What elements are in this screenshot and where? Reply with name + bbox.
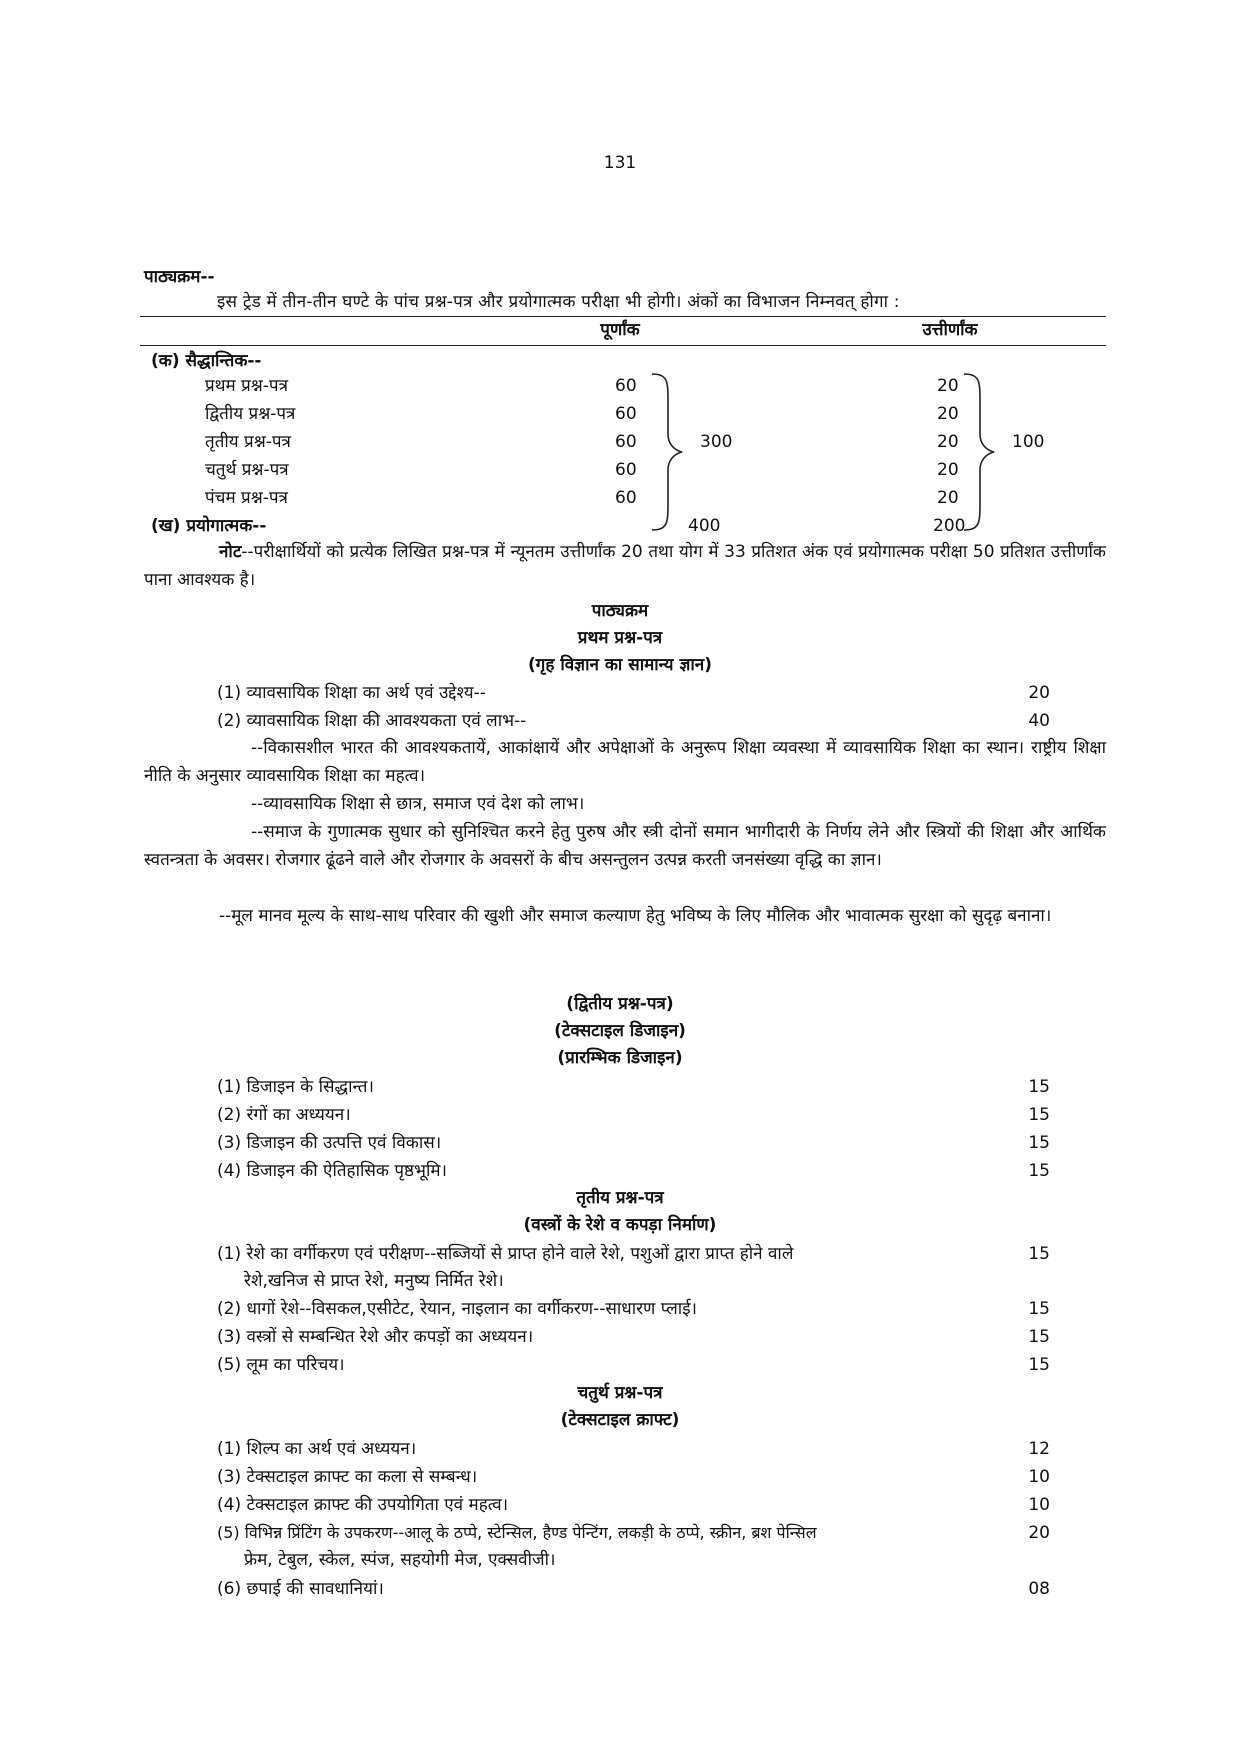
paper4-subtitle: (टेक्सटाइल क्राफ्ट) <box>560 1410 680 1430</box>
paper2-subtitle-2: (प्रारम्भिक डिजाइन) <box>557 1048 683 1068</box>
table-rule-top <box>140 316 1106 317</box>
syllabus-item-marks: 20 <box>1028 1523 1050 1543</box>
col-header-full-marks: पूर्णांक <box>600 320 640 340</box>
paper2-subtitle: (टेक्सटाइल डिजाइन) <box>554 1021 686 1041</box>
syllabus-item-marks: 15 <box>1028 1244 1050 1264</box>
paper1-paragraph: --समाज के गुणात्मक सुधार को सुनिश्चित करने हेतु पुरुष और स्त्री दोनों समान भागीदारी के निर्णय लेने और स्त्रियों की शिक्षा और आर्थिक स्वतन्त्रता के अवसर। रोजगार ढूंढने वाले और रोजगार के अवसरों के बीच असन्तुलन उत्पन्न करती जनसंख्या वृद्धि का ज्ञान। <box>144 822 1106 870</box>
paper-row-name: पंचम प्रश्न-पत्र <box>205 488 288 508</box>
paper4-title: चतुर्थ प्रश्न-पत्र <box>577 1383 663 1403</box>
paper-row-pass: 20 <box>937 460 959 480</box>
paper-row-pass: 20 <box>937 432 959 452</box>
page-number: 131 <box>603 153 637 173</box>
syllabus-item-marks: 15 <box>1028 1077 1050 1097</box>
paper2-title: (द्वितीय प्रश्न-पत्र) <box>566 994 674 1014</box>
syllabus-item: (1) डिजाइन के सिद्धान्त। <box>217 1077 374 1097</box>
syllabus-item-marks: 15 <box>1028 1133 1050 1153</box>
paper-row-pass: 20 <box>937 488 959 508</box>
syllabus-item-marks: 40 <box>1028 711 1050 731</box>
paper-row-name: तृतीय प्रश्न-पत्र <box>205 432 291 452</box>
table-rule-bottom <box>140 345 1106 346</box>
theory-full-total: 300 <box>700 432 733 452</box>
practical-label: (ख) प्रयोगात्मक-- <box>151 516 267 536</box>
syllabus-item: (1) शिल्प का अर्थ एवं अध्ययन। <box>217 1439 417 1459</box>
paper3-subtitle: (वस्त्रों के रेशे व कपड़ा निर्माण) <box>523 1215 717 1235</box>
syllabus-item-marks: 15 <box>1028 1299 1050 1319</box>
paper1-paragraph: --मूल मानव मूल्य के साथ-साथ परिवार की खुशी और समाज कल्याण हेतु भविष्य के लिए मौलिक और भावात्मक सुरक्षा को सुदृढ़ बनाना। <box>219 906 1052 926</box>
syllabus-item-marks: 10 <box>1028 1467 1050 1487</box>
note-text: --परीक्षार्थियों को प्रत्येक लिखित प्रश्न-पत्र में न्यूनतम उत्तीर्णांक 20 तथा योग में 33 प्रतिशत अंक एवं प्रयोगात्मक परीक्षा 50 प्रतिशत उत्तीर्णांक पाना आवश्यक है। <box>144 542 1106 590</box>
paper-row-full: 60 <box>615 460 637 480</box>
note-paragraph <box>144 538 1106 594</box>
paper-row-name: चतुर्थ प्रश्न-पत्र <box>205 460 289 480</box>
practical-full-marks: 400 <box>688 516 721 536</box>
paper1-title: प्रथम प्रश्न-पत्र <box>577 628 663 648</box>
paper1-subtitle: (गृह विज्ञान का सामान्य ज्ञान) <box>528 655 712 675</box>
paper1-paragraph: --विकासशील भारत की आवश्यकतायें, आकांक्षायें और अपेक्षाओं के अनुरूप शिक्षा व्यवस्था में व्यावसायिक शिक्षा का स्थान। राष्ट्रीय शिक्षा नीति के अनुसार व्यावसायिक शिक्षा का महत्व। <box>144 738 1106 786</box>
paper-row-pass: 20 <box>937 376 959 396</box>
syllabus-item: (6) छपाई की सावधानियां। <box>217 1579 384 1599</box>
syllabus-item-marks: 10 <box>1028 1495 1050 1515</box>
syllabus-item-marks: 15 <box>1028 1161 1050 1181</box>
syllabus-item: (2) धागों रेशे--विसकल,एसीटेट, रेयान, नाइलान का वर्गीकरण--साधारण प्लाई। <box>217 1299 698 1319</box>
syllabus-item: (5) लूम का परिचय। <box>217 1355 345 1375</box>
syllabus-item-marks: 20 <box>1028 683 1050 703</box>
syllabus-item-continued: फ्रेम, टेबुल, स्केल, स्पंज, सहयोगी मेज, एक्सवीजी। <box>244 1550 556 1570</box>
note-label: नोट <box>219 542 242 562</box>
col-header-pass-marks: उत्तीर्णांक <box>922 320 978 340</box>
syllabus-item: (3) वस्त्रों से सम्बन्धित रेशे और कपड़ों का अध्ययन। <box>217 1327 534 1347</box>
paper1-paragraph: --व्यावसायिक शिक्षा से छात्र, समाज एवं देश को लाभ। <box>251 794 585 814</box>
syllabus-title: पाठ्यक्रम <box>591 601 649 621</box>
paper3-title: तृतीय प्रश्न-पत्र <box>576 1188 664 1208</box>
full-marks-brace <box>650 372 690 532</box>
syllabus-item: (2) रंगों का अध्ययन। <box>217 1105 351 1125</box>
practical-pass-marks: 200 <box>933 516 966 536</box>
syllabus-heading: पाठ्यक्रम-- <box>144 267 215 287</box>
paper-row-full: 60 <box>615 404 637 424</box>
paper-row-name: प्रथम प्रश्न-पत्र <box>205 376 288 396</box>
syllabus-item-marks: 15 <box>1028 1355 1050 1375</box>
syllabus-item: (3) टेक्सटाइल क्राफ्ट का कला से सम्बन्ध। <box>217 1467 478 1487</box>
paper-row-pass: 20 <box>937 404 959 424</box>
paper-row-full: 60 <box>615 432 637 452</box>
syllabus-item-marks: 08 <box>1028 1579 1050 1599</box>
paper-row-full: 60 <box>615 488 637 508</box>
syllabus-item-continued: रेशे,खनिज से प्राप्त रेशे, मनुष्य निर्मित रेशे। <box>244 1271 504 1291</box>
intro-line: इस ट्रेड में तीन-तीन घण्टे के पांच प्रश्न-पत्र और प्रयोगात्मक परीक्षा भी होगी। अंकों का विभाजन निम्नवत् होगा : <box>217 292 900 312</box>
theory-label: (क) सैद्धान्तिक-- <box>151 351 262 371</box>
syllabus-item: (4) टेक्सटाइल क्राफ्ट की उपयोगिता एवं महत्व। <box>217 1495 509 1515</box>
syllabus-item: (1) व्यावसायिक शिक्षा का अर्थ एवं उद्देश्य-- <box>217 683 486 703</box>
theory-pass-total: 100 <box>1012 432 1045 452</box>
syllabus-item: (2) व्यावसायिक शिक्षा की आवश्यकता एवं लाभ-- <box>217 711 527 731</box>
syllabus-item-marks: 15 <box>1028 1327 1050 1347</box>
syllabus-item-marks: 15 <box>1028 1105 1050 1125</box>
pass-marks-brace <box>962 372 1002 532</box>
syllabus-item: (4) डिजाइन की ऐतिहासिक पृष्ठभूमि। <box>217 1161 447 1181</box>
syllabus-item-marks: 12 <box>1028 1439 1050 1459</box>
paper-row-full: 60 <box>615 376 637 396</box>
paper-row-name: द्वितीय प्रश्न-पत्र <box>205 404 296 424</box>
syllabus-item: (3) डिजाइन की उत्पत्ति एवं विकास। <box>217 1133 442 1153</box>
syllabus-item: (1) रेशे का वर्गीकरण एवं परीक्षण--सब्जियों से प्राप्त होने वाले रेशे, पशुओं द्वारा प्राप्त होने वाले <box>217 1244 794 1264</box>
syllabus-item: (5) विभिन्न प्रिंटिंग के उपकरण--आलू के ठप्पे, स्टेन्सिल, हैण्ड पेन्टिंग, लकड़ी के ठप्पे, स्क्रीन, ब्रश पेन्सिल <box>217 1523 817 1542</box>
